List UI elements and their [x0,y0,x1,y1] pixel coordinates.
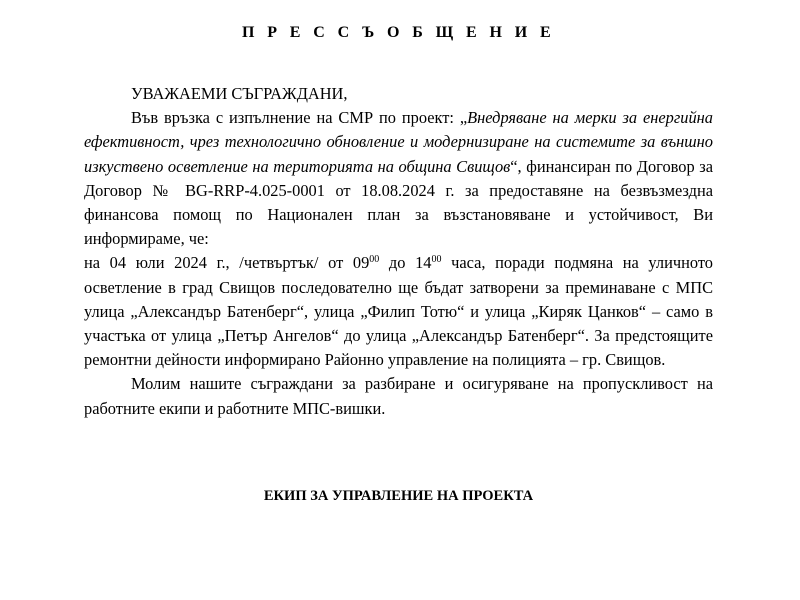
start-minutes: 00 [369,254,380,266]
press-release-page [84,0,713,600]
paragraph-lead-text: Във връзка с изпълнение на СМР по проект: „ [131,108,468,128]
end-minutes: 00 [431,254,442,266]
page-title: П Р Е С С Ъ О Б Щ Е Н И Е [241,24,556,41]
notice-to-text: до 14 [379,253,432,273]
paragraph-request: Молим нашите съграждани за разбиране и осигуряване на пропускливост на работните екипи и работните МПС-вишки. [84,374,713,418]
notice-details-text: часа, поради подмяна на уличното осветление в град Свищов последователно ще бъдат затворени за преминаване с МПС улица „Александър Батенберг“, улица „Филип Тотю“ и улица „Киряк Цанков“ – само в участъка от улица „Петър Ангелов“ до улица „Александър Батенберг“. За предстоящите ремонтни дейности информирано Районно управление на полицията – гр. Свищов. [84,253,713,370]
paragraph-tail-text: “, финансиран по Договор за Договор № BG-RRP-4.025-0001 от 18.08.2024 г. за предоставяне на безвъзмездна финансова помощ по Национален план за възстановяване и устойчивост, Ви информираме, че: [84,156,713,249]
paragraph-project-info [84,106,713,251]
document-body [84,82,713,421]
signature-team: ЕКИП ЗА УПРАВЛЕНИЕ НА ПРОЕКТА [263,488,534,504]
notice-date-text: на 04 юли 2024 г., /четвъртък/ от 09 [84,253,370,273]
project-name: Внедряване на мерки за енергийна ефективност, чрез технологично обновление и модернизиране на системите за външно изкуствено осветление на територията на община Свищов [84,108,713,176]
paragraph-closure-notice [84,251,713,372]
salutation: УВАЖАЕМИ СЪГРАЖДАНИ, [131,84,348,103]
